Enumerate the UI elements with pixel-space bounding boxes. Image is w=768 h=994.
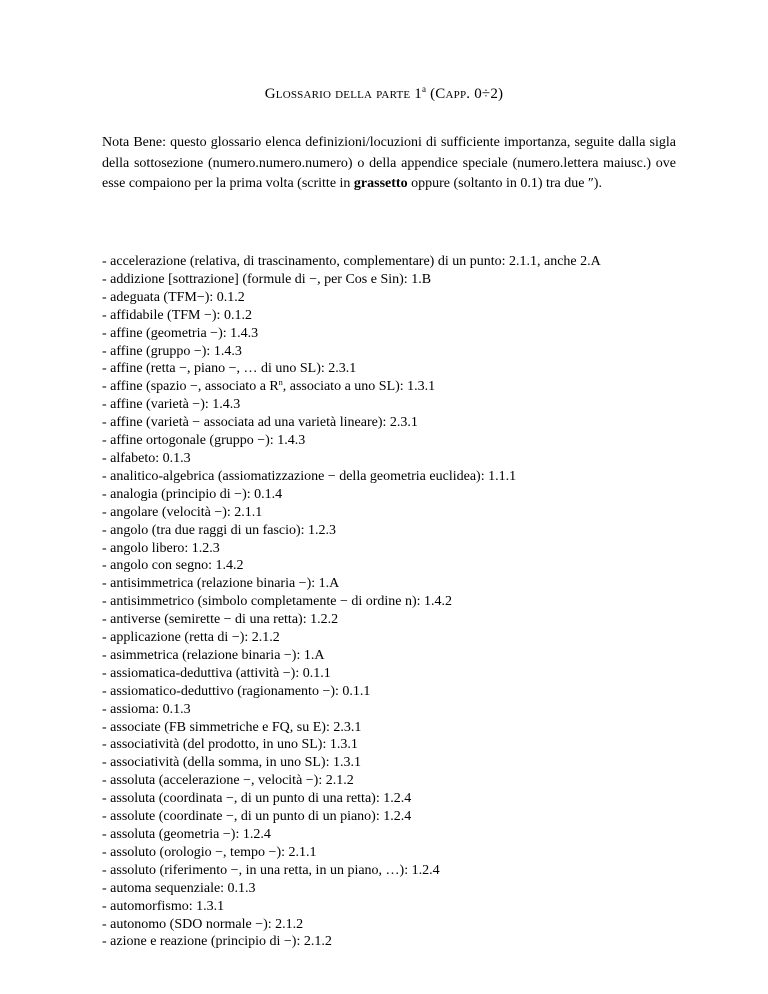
glossary-entry: - analitico-algebrica (assiomatizzazione − della geometria euclidea): 1.1.1 — [102, 468, 517, 484]
glossary-entry: - applicazione (retta di −): 2.1.2 — [102, 630, 280, 646]
entry-text: - affine (spazio −, associato a R — [102, 379, 279, 395]
glossary-entry: - assiomatica-deduttiva (attività −): 0.1.1 — [102, 665, 331, 681]
glossary-entry: - affine (gruppo −): 1.4.3 — [102, 343, 242, 359]
glossary-entry: - assiomatico-deduttivo (ragionamento −): 0.1.1 — [102, 683, 371, 699]
title-part2: (C — [426, 86, 446, 102]
glossary-entry: - automorfismo: 1.3.1 — [102, 898, 225, 914]
glossary-entry: - assioma: 0.1.3 — [102, 701, 191, 717]
entry-text-tail: , associato a uno SL): 1.3.1 — [282, 379, 436, 395]
glossary-entry: - asimmetrica (relazione binaria −): 1.A — [102, 647, 325, 663]
glossary-entry: - assoluta (coordinata −, di un punto di una retta): 1.2.4 — [102, 791, 412, 807]
entry-superscript: n — [278, 378, 283, 388]
glossary-entry: - assoluta (geometria −): 1.2.4 — [102, 827, 271, 842]
glossary-entry: - adeguata (TFM−): 0.1.2 — [102, 289, 245, 305]
glossary-entry: - antisimmetrica (relazione binaria −): 1.A — [102, 576, 340, 592]
title-part1: G — [264, 86, 276, 102]
glossary-entry: - angolo libero: 1.2.3 — [102, 540, 220, 556]
title-part2-smallcaps: app. — [445, 86, 471, 102]
glossary-entry: - assolute (coordinate −, di un punto di un piano): 1.2.4 — [102, 809, 412, 825]
title-part1-smallcaps: lossario della parte — [275, 86, 411, 102]
glossary-entry: - autonomo (SDO normale −): 2.1.2 — [102, 916, 304, 932]
glossary-entry: - antiverse (semirette − di una retta): 1.2.2 — [102, 612, 339, 628]
glossary-list — [102, 253, 702, 951]
glossary-entry: - associatività (del prodotto, in uno SL): 1.3.1 — [102, 737, 358, 753]
glossary-entry: - affine (retta −, piano −, … di uno SL): 2.3.1 — [102, 361, 357, 377]
note-text-end: oppure (soltanto in 0.1) tra due ″). — [407, 176, 602, 192]
glossary-entry: - associate (FB simmetriche e FQ, su E): 2.3.1 — [102, 719, 362, 735]
glossary-entry: - affine ortogonale (gruppo −): 1.4.3 — [102, 433, 306, 449]
glossary-entry: - accelerazione (relativa, di trascinamento, complementare) di un punto: 2.1.1, anche 2.A — [102, 254, 601, 269]
glossary-entry: - analogia (principio di −): 0.1.4 — [102, 486, 283, 502]
title-superscript: a — [421, 84, 427, 94]
glossary-entry: - angolo (tra due raggi di un fascio): 1.2.3 — [102, 522, 337, 538]
page-title — [0, 86, 768, 103]
title-part3: 0÷2) — [470, 86, 504, 102]
glossary-entry: - addizione [sottrazione] (formule di −, per Cos e Sin): 1.B — [102, 271, 432, 287]
glossary-entry: - angolare (velocità −): 2.1.1 — [102, 504, 263, 520]
glossary-entry: - assoluto (riferimento −, in una retta, in un piano, …): 1.2.4 — [102, 862, 440, 878]
nota-bene-paragraph — [102, 133, 676, 195]
glossary-entry: - angolo con segno: 1.4.2 — [102, 558, 244, 574]
glossary-entry: - affine (geometria −): 1.4.3 — [102, 325, 259, 341]
glossary-entry: - assoluto (orologio −, tempo −): 2.1.1 — [102, 844, 317, 860]
glossary-entry: - associatività (della somma, in uno SL): 1.3.1 — [102, 755, 361, 771]
note-bold-word: grassetto — [353, 176, 408, 192]
glossary-entry: - automa sequenziale: 0.1.3 — [102, 880, 256, 896]
glossary-entry: - azione e reazione (principio di −): 2.1.2 — [102, 934, 332, 950]
glossary-entry: - affidabile (TFM −): 0.1.2 — [102, 307, 252, 323]
glossary-entry: - affine (varietà − associata ad una varietà lineare): 2.3.1 — [102, 415, 418, 431]
title-number: 1 — [414, 86, 422, 102]
glossary-entry: - affine (varietà −): 1.4.3 — [102, 397, 241, 413]
note-text-start: Nota Bene: questo glossario elenca definizioni/locuzioni di sufficiente importanza, seguite dalla sigla della sottosezione (numero.numero.numero) o della appendice speciale (numero.lettera maiusc.) ove esse compaiono per la prima volta (scritte in — [102, 135, 676, 192]
glossary-entry: - assoluta (accelerazione −, velocità −): 2.1.2 — [102, 773, 354, 789]
glossary-entry — [102, 378, 702, 396]
glossary-entry: - alfabeto: 0.1.3 — [102, 450, 191, 466]
glossary-entry: - antisimmetrico (simbolo completamente − di ordine n): 1.4.2 — [102, 594, 453, 610]
